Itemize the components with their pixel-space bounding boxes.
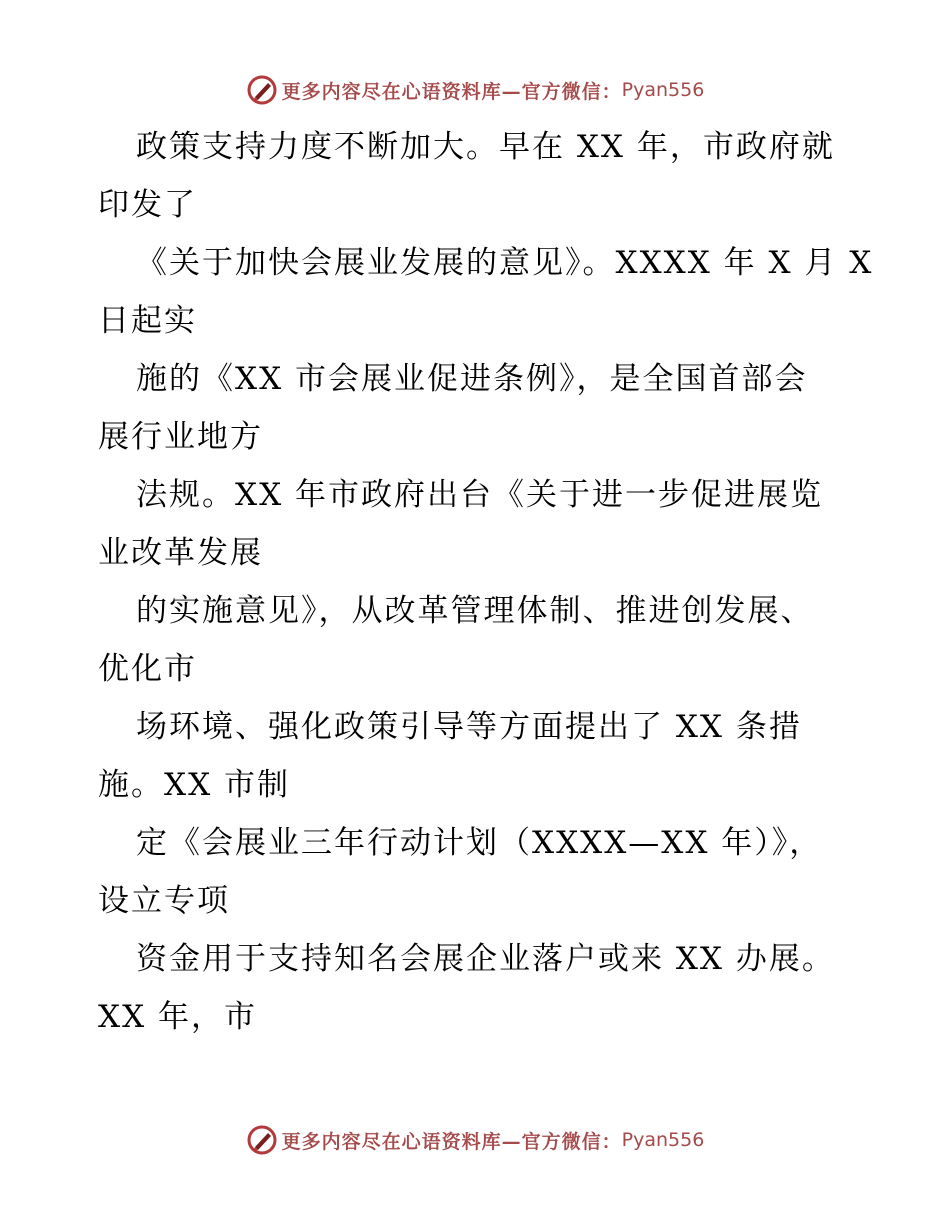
text-line: 施。XX 市制 (98, 767, 290, 803)
text-line: 设立专项 (98, 883, 230, 919)
footer-watermark-id: Pyan556 (621, 1129, 705, 1151)
pen-logo-icon (246, 1124, 278, 1156)
text-line: 法规。XX 年市政府出台《关于进一步促进展览 (136, 477, 823, 513)
document-body (98, 118, 878, 1046)
text-line: XX 年，市 (98, 999, 257, 1035)
header-watermark-text: 更多内容尽在心语资料库—官方微信： (281, 80, 622, 103)
text-line: 《关于加快会展业发展的意见》。XXXX 年 X 月 X (136, 245, 874, 281)
header-watermark-id: Pyan556 (621, 79, 705, 101)
text-line: 日起实 (98, 303, 197, 339)
text-line: 业改革发展 (98, 535, 263, 571)
text-line: 政策支持力度不断加大。早在 XX 年，市政府就 (136, 129, 835, 165)
text-line: 资金用于支持知名会展企业落户或来 XX 办展。 (136, 941, 835, 977)
footer-watermark-text: 更多内容尽在心语资料库—官方微信： (281, 1130, 622, 1153)
pen-logo-icon (246, 74, 278, 106)
text-line: 展行业地方 (98, 419, 263, 455)
text-line: 定《会展业三年行动计划（XXXX—XX 年）》， (136, 825, 823, 861)
text-line: 优化市 (98, 651, 197, 687)
text-line: 的实施意见》，从改革管理体制、推进创发展、 (136, 593, 814, 629)
footer-watermark (0, 1120, 950, 1160)
text-line: 场环境、强化政策引导等方面提出了 XX 条措 (136, 709, 802, 745)
header-watermark (0, 70, 950, 110)
text-line: 施的《XX 市会展业促进条例》，是全国首部会 (136, 361, 808, 397)
text-line: 印发了 (98, 187, 197, 223)
